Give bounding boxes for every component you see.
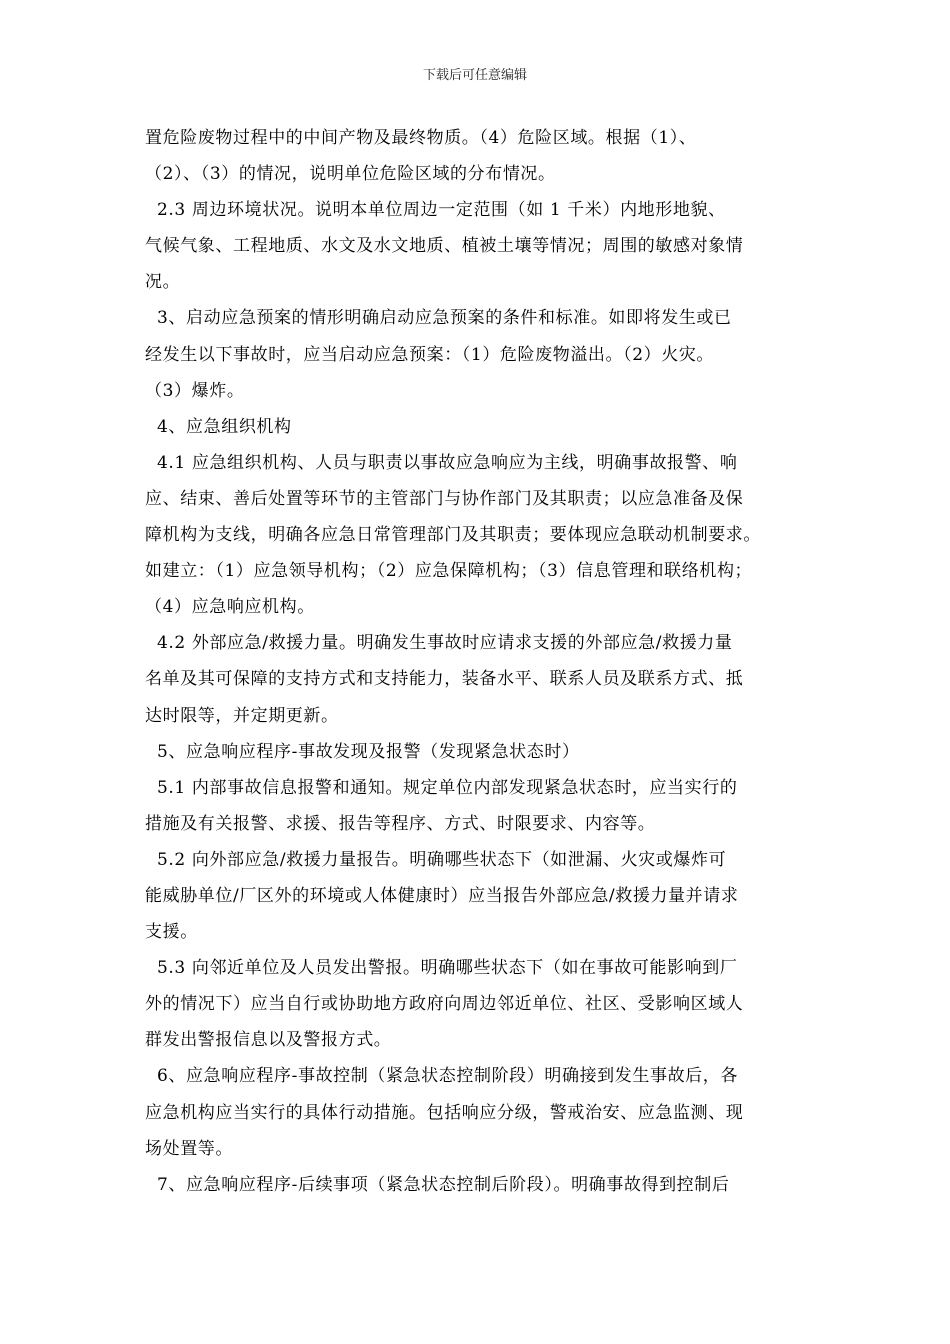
- text-line: 5.1 内部事故信息报警和通知。规定单位内部发现紧急状态时，应当实行的: [145, 777, 738, 798]
- text-line: 如建立：（1）应急领导机构；（2）应急保障机构；（3）信息管理和联络机构；: [145, 561, 753, 582]
- text-line: 5.3 向邻近单位及人员发出警报。明确哪些状态下（如在事故可能影响到厂: [145, 958, 738, 979]
- text-line: 外的情况下）应当自行或协助地方政府向周边邻近单位、社区、受影响区域人: [145, 994, 744, 1015]
- text-line: 经发生以下事故时，应当启动应急预案：（1）危险废物溢出。（2）火灾。: [145, 344, 715, 365]
- text-line: 况。: [145, 272, 181, 293]
- text-line: （3）爆炸。: [145, 380, 245, 401]
- text-line: 应急机构应当实行的具体行动措施。包括响应分级，警戒治安、应急监测、现: [145, 1102, 744, 1123]
- text-line: 群发出警报信息以及警报方式。: [145, 1030, 392, 1051]
- text-line: 场处置等。: [145, 1138, 233, 1159]
- text-line: 5.2 向外部应急/救援力量报告。明确哪些状态下（如泄漏、火灾或爆炸可: [145, 849, 727, 870]
- text-line: 4.1 应急组织机构、人员与职责以事故应急响应为主线，明确事故报警、响: [145, 452, 738, 473]
- text-line: 支援。: [145, 922, 198, 943]
- text-line: 名单及其可保障的支持方式和支持能力，装备水平、联系人员及联系方式、抵: [145, 669, 744, 690]
- text-line: 措施及有关报警、求援、报告等程序、方式、时限要求、内容等。: [145, 813, 656, 834]
- text-line: 应、结束、善后处置等环节的主管部门与协作部门及其职责；以应急准备及保: [145, 488, 744, 509]
- text-line: 障机构为支线，明确各应急日常管理部门及其职责；要体现应急联动机制要求。: [145, 525, 761, 546]
- text-line: 达时限等，并定期更新。: [145, 705, 339, 726]
- text-line: （4）应急响应机构。: [145, 597, 315, 618]
- text-line: 3、启动应急预案的情形明确启动应急预案的条件和标准。如即将发生或已: [145, 308, 732, 329]
- page-header: 下载后可任意编辑: [422, 68, 527, 83]
- text-line: 6、应急响应程序-事故控制（紧急状态控制阶段）明确接到发生事故后，各: [145, 1066, 738, 1087]
- text-line: 置危险废物过程中的中间产物及最终物质。（4）危险区域。根据（1）、: [145, 128, 697, 148]
- text-line: 7、应急响应程序-后续事项（紧急状态控制后阶段）。明确事故得到控制后: [145, 1174, 730, 1195]
- text-line: （2）、（3）的情况，说明单位危险区域的分布情况。: [145, 164, 556, 185]
- text-line: 气候气象、工程地质、水文及水文地质、植被土壤等情况；周围的敏感对象情: [145, 236, 744, 257]
- text-line: 2.3 周边环境状况。说明本单位周边一定范围（如 1 千米）内地形地貌、: [145, 200, 726, 221]
- body-text: [145, 120, 805, 1203]
- text-line: 4、应急组织机构: [145, 416, 292, 437]
- text-line: 能威胁单位/厂区外的环境或人体健康时）应当报告外部应急/救援力量并请求: [145, 885, 739, 906]
- text-line: 4.2 外部应急/救援力量。明确发生事故时应请求支援的外部应急/救援力量: [145, 633, 733, 654]
- text-line: 5、应急响应程序-事故发现及报警（发现紧急状态时）: [145, 741, 580, 762]
